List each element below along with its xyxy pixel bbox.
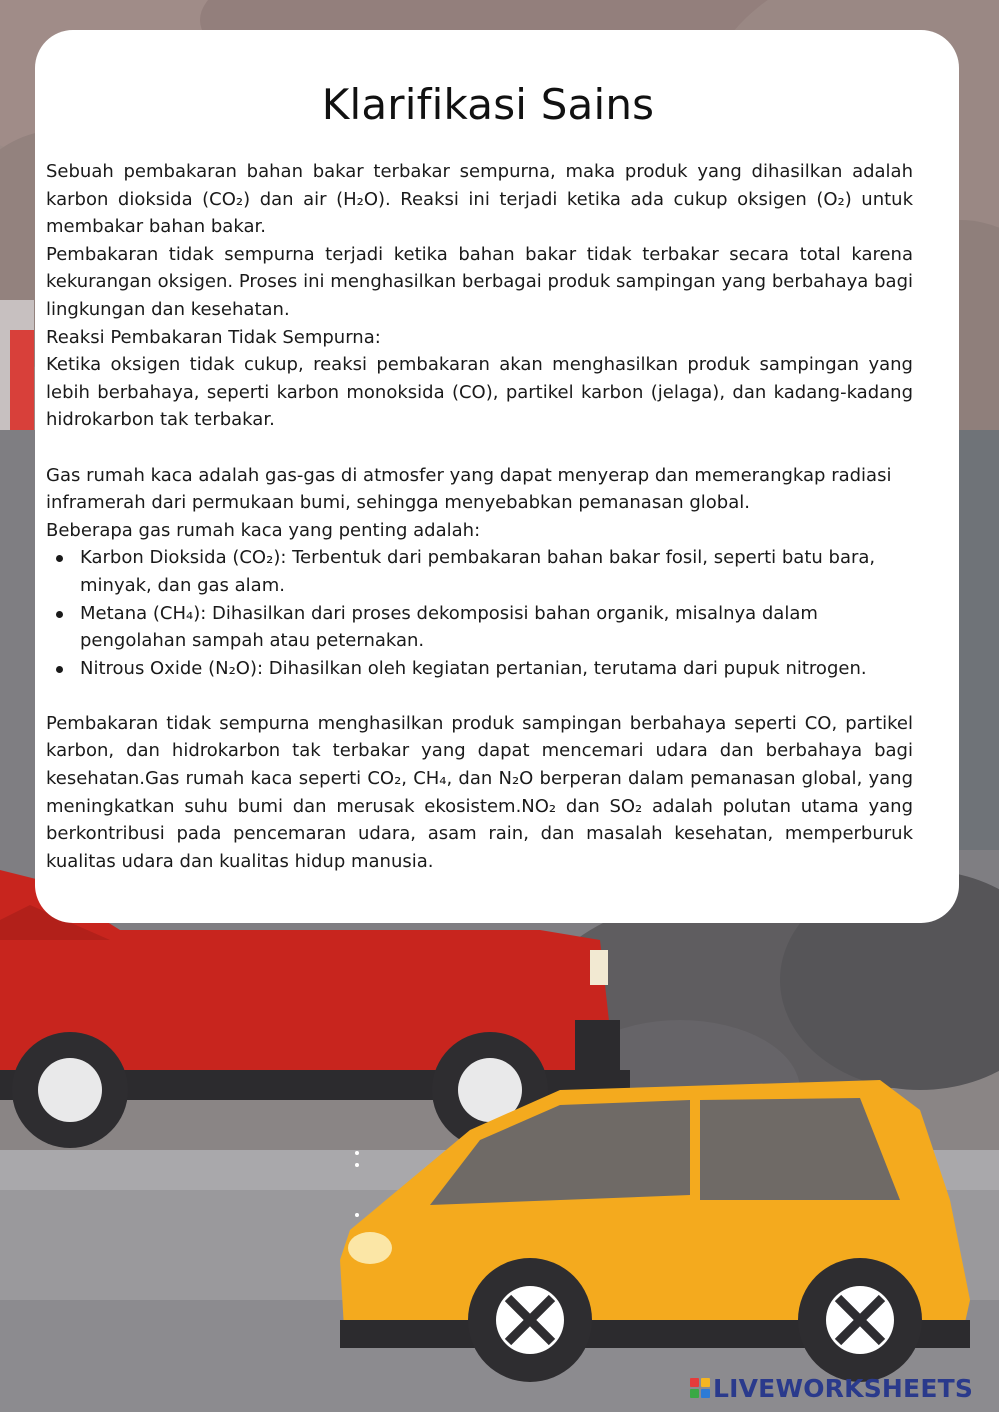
- subheading-incomplete-reaction: Reaksi Pembakaran Tidak Sempurna:: [46, 326, 381, 348]
- list-item-text: Nitrous Oxide (N₂O): Dihasilkan oleh kegiatan pertanian, terutama dari pupuk nitrogen.: [80, 657, 867, 679]
- brand-name: LIVEWORKSHEETS: [713, 1373, 974, 1403]
- bullet-icon: [56, 555, 63, 562]
- paragraph-incomplete-reaction: Ketika oksigen tidak cukup, reaksi pembakaran akan menghasilkan produk sampingan yang lebih berbahaya, seperti karbon monoksida (CO), partikel karbon (jelaga), dan kadang-kadang hidrokarbon tak terbakar.: [46, 354, 913, 431]
- paragraph-incomplete-combustion: Pembakaran tidak sempurna terjadi ketika bahan bakar tidak terbakar secara total karena kekurangan oksigen. Proses ini menghasilkan berbagai produk sampingan yang berbahaya bagi lingkungan dan kesehatan.: [46, 243, 913, 320]
- paragraph-summary: Pembakaran tidak sempurna menghasilkan produk sampingan berbahaya seperti CO, partikel karbon, dan hidrokarbon tak terbakar yang dapat mencemari udara dan berbahaya bagi kesehatan.Gas rumah kaca seperti CO₂, CH₄, dan N₂O berperan dalam pemanasan global, yang meningkatkan suhu bumi dan merusak ekosistem.NO₂ dan SO₂ adalah polutan utama yang berkontribusi pada pencemaran udara, asam rain, dan masalah kesehatan, memperburuk kualitas udara dan kualitas hidup manusia.: [46, 712, 913, 872]
- list-item: [80, 600, 913, 655]
- paragraph-gas-list-intro: Beberapa gas rumah kaca yang penting adalah:: [46, 519, 481, 541]
- page-title: Klarifikasi Sains: [321, 80, 655, 129]
- logo-icon: [690, 1378, 710, 1398]
- liveworksheets-logo[interactable]: [690, 1374, 973, 1402]
- bullet-icon: [56, 666, 63, 673]
- list-item: [80, 544, 913, 599]
- list-item-text: Metana (CH₄): Dihasilkan dari proses dekomposisi bahan organik, misalnya dalam pengolahan sampah atau peternakan.: [80, 602, 818, 652]
- article-body: [46, 158, 913, 875]
- paragraph-complete-combustion: Sebuah pembakaran bahan bakar terbakar sempurna, maka produk yang dihasilkan adalah karbon dioksida (CO₂) dan air (H₂O). Reaksi ini terjadi ketika ada cukup oksigen (O₂) untuk membakar bahan bakar.: [46, 161, 913, 238]
- list-item-text: Karbon Dioksida (CO₂): Terbentuk dari pembakaran bahan bakar fosil, seperti batu bara, minyak, dan gas alam.: [80, 547, 876, 596]
- bullet-icon: [56, 611, 63, 618]
- spacer: [46, 434, 913, 462]
- spacer: [46, 682, 913, 710]
- list-item: [80, 655, 913, 683]
- paragraph-greenhouse-gases: Gas rumah kaca adalah gas-gas di atmosfer yang dapat menyerap dan memerangkap radiasi inframerah dari permukaan bumi, sehingga menyebabkan pemanasan global.: [46, 464, 892, 514]
- content-card: [35, 30, 959, 923]
- gas-list: [46, 544, 913, 682]
